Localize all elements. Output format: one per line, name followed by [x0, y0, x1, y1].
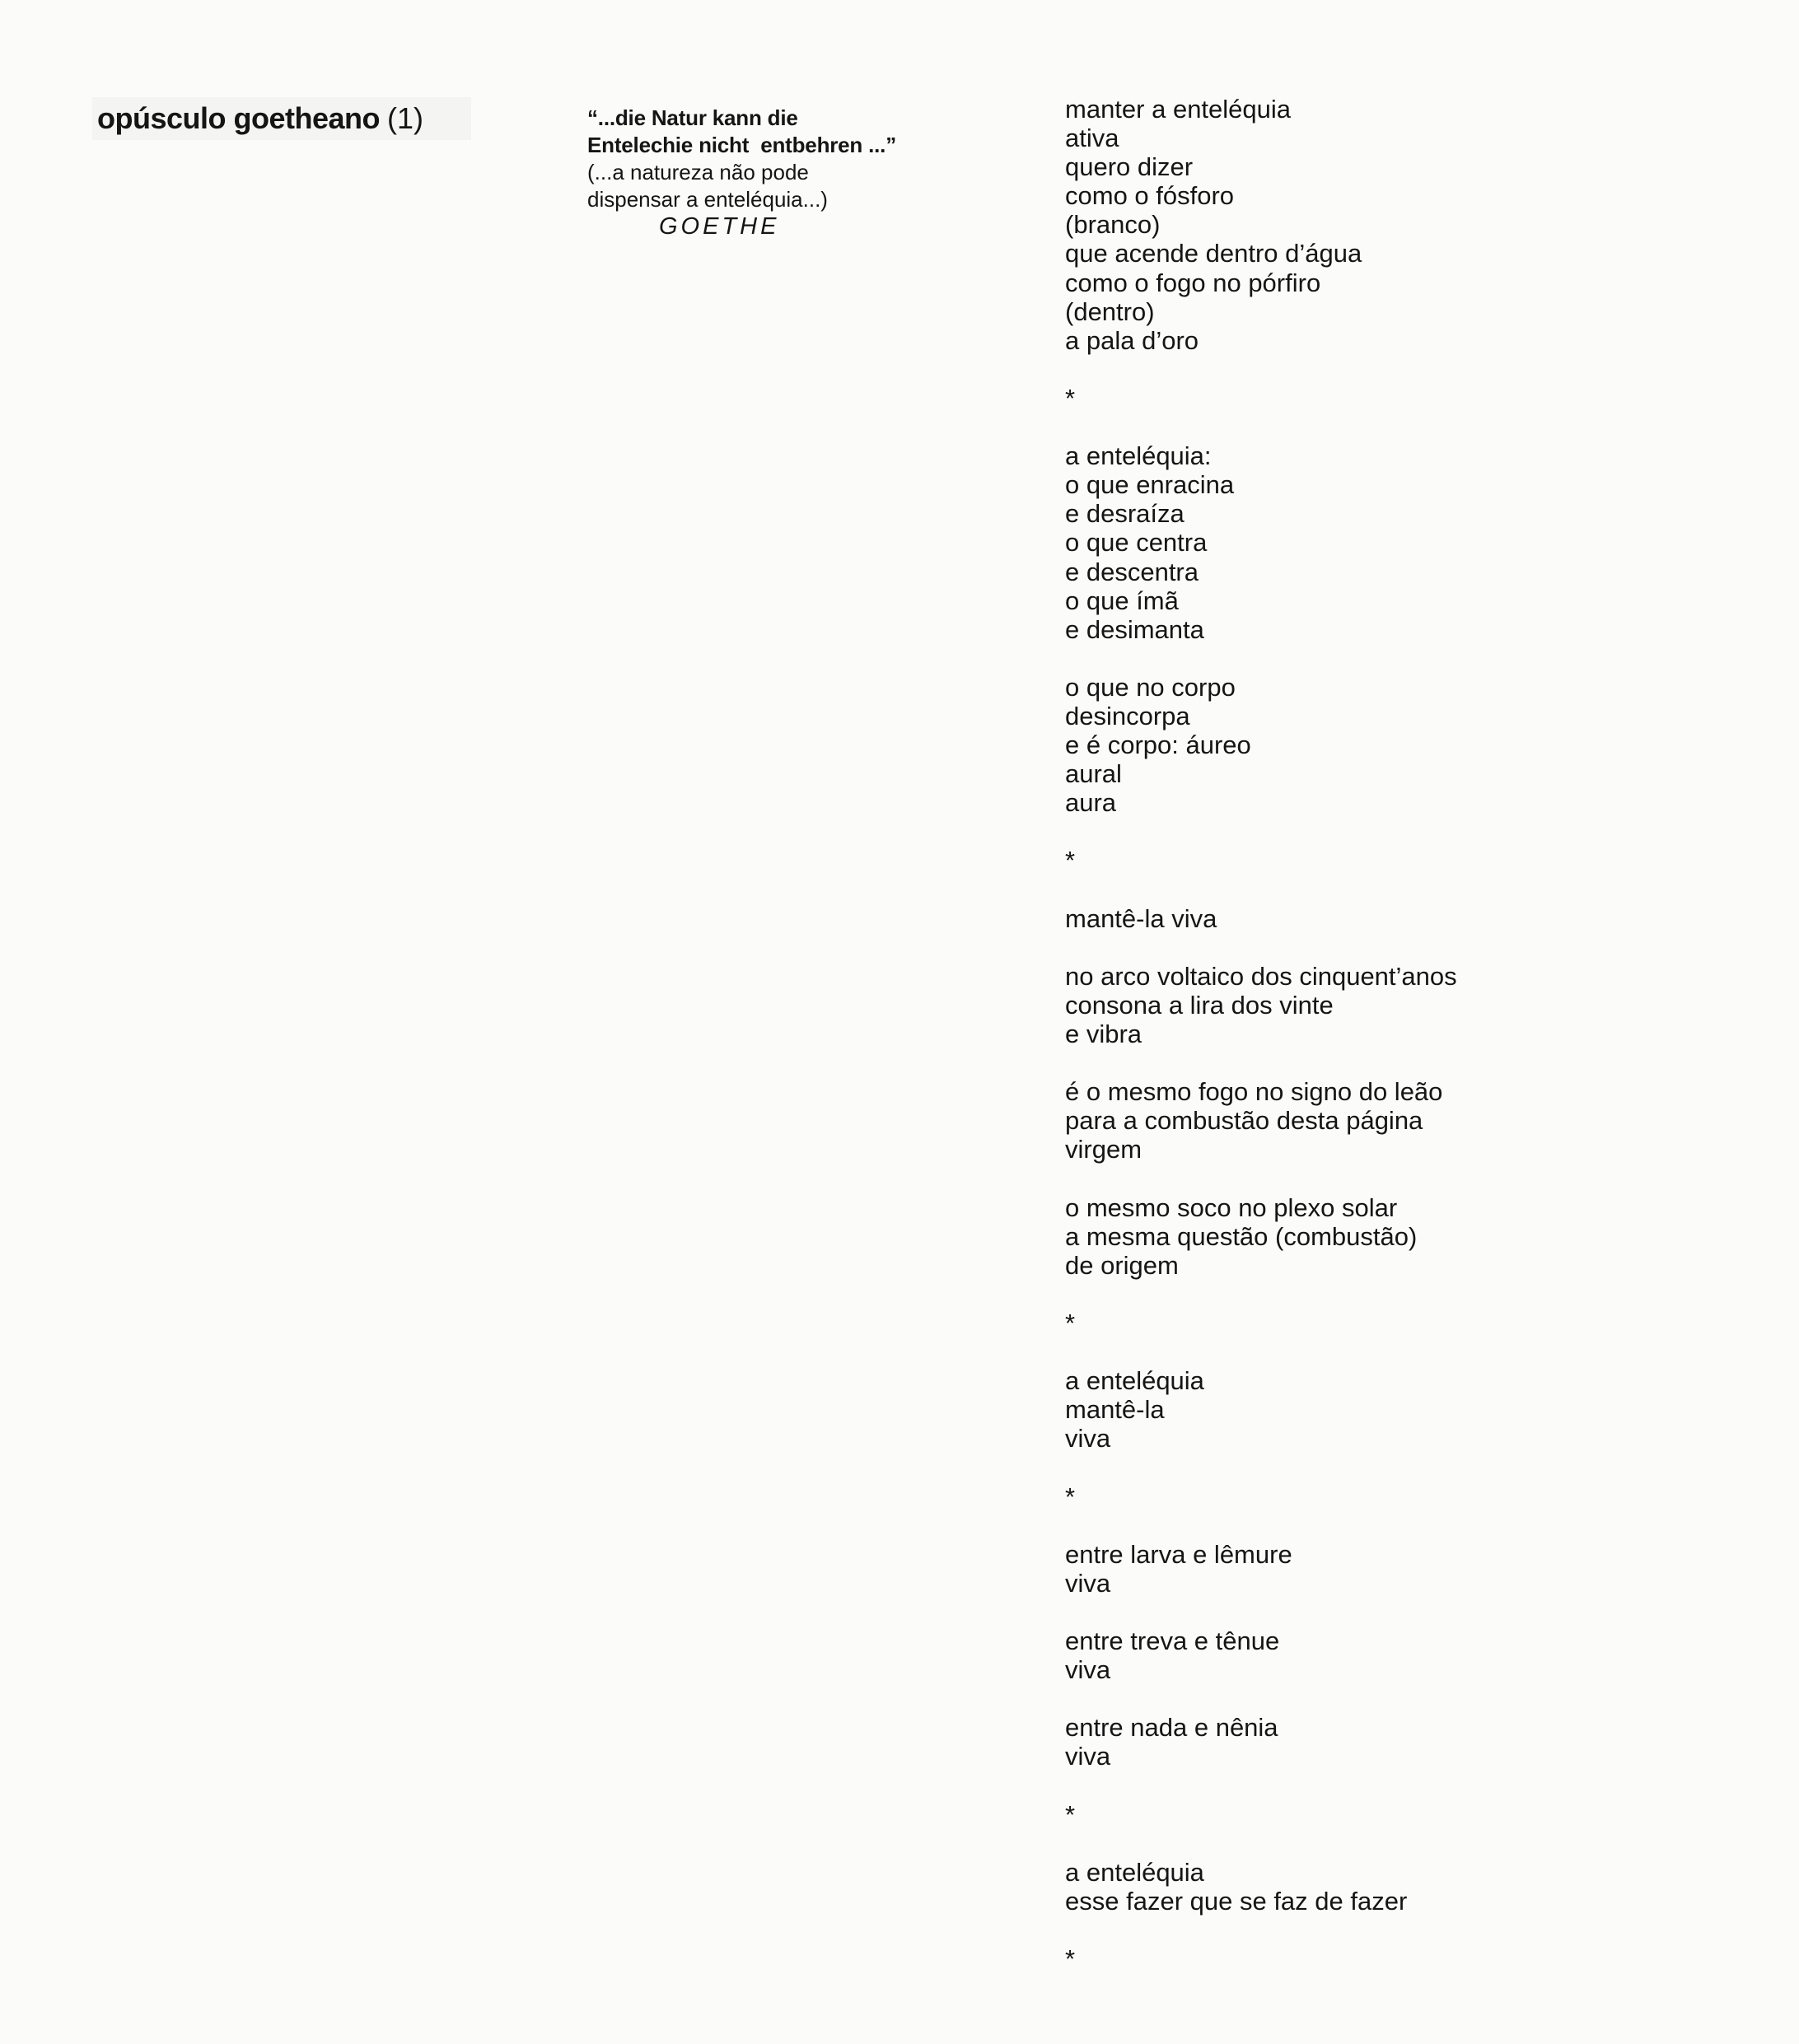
- poem-line: de origem: [1065, 1250, 1179, 1280]
- poem-line: e descentra: [1065, 557, 1199, 586]
- poem-line: [1065, 644, 1457, 673]
- poem-line: *: [1065, 383, 1076, 413]
- poem-line: o mesmo soco no plexo solar: [1065, 1192, 1398, 1222]
- poem-line: a enteléquia: [1065, 1366, 1204, 1396]
- poem-title-number: (1): [387, 101, 424, 135]
- poem-line: *: [1065, 1944, 1076, 1973]
- poem-line: entre larva e lêmure: [1065, 1539, 1292, 1569]
- poem-line: [1065, 1511, 1457, 1540]
- poem-line: *: [1065, 1308, 1076, 1337]
- poem-line: virgem: [1065, 1135, 1142, 1164]
- poem-line: viva: [1065, 1655, 1111, 1685]
- epigraph-line: Entelechie nicht entbehren ...”: [587, 133, 897, 157]
- poem-line: como o fósforo: [1065, 181, 1235, 211]
- poem-line: viva: [1065, 1742, 1111, 1771]
- poem-line: o que centra: [1065, 528, 1208, 558]
- poem-line: [1065, 355, 1457, 384]
- poem-line: aura: [1065, 788, 1117, 818]
- poem-line: desincorpa: [1065, 701, 1190, 730]
- poem-line: e vibra: [1065, 1020, 1142, 1048]
- poem-line: é o mesmo fogo no signo do leão: [1065, 1077, 1443, 1107]
- poem-line: como o fogo no pórfiro: [1065, 268, 1321, 297]
- poem-line: viva: [1065, 1424, 1111, 1454]
- poem-line: entre nada e nênia: [1065, 1713, 1278, 1743]
- epigraph-line: dispensar a enteléquia...): [587, 187, 828, 212]
- poem-line: que acende dentro d’água: [1065, 239, 1362, 268]
- poem-line: manter a enteléquia: [1065, 95, 1292, 124]
- poem-line: [1065, 933, 1457, 962]
- poem-line: [1065, 413, 1457, 441]
- poem-line: esse fazer que se faz de fazer: [1065, 1886, 1408, 1916]
- poem-line: aural: [1065, 759, 1122, 789]
- poem-line: o que enracina: [1065, 470, 1235, 500]
- poem-line: o que ímã: [1065, 586, 1179, 615]
- poem-line: (branco): [1065, 210, 1161, 240]
- poem-line: [1065, 1048, 1457, 1077]
- poem-line: [1065, 1684, 1457, 1713]
- poem-line: viva: [1065, 1568, 1111, 1598]
- poem-line: [1065, 1164, 1457, 1192]
- poem-title: [97, 101, 423, 136]
- epigraph-block: [587, 105, 896, 240]
- poem-line: no arco voltaico dos cinquent’anos: [1065, 961, 1457, 991]
- epigraph-line: “...die Natur kann die: [587, 105, 798, 130]
- poem-line: [1065, 1916, 1457, 1944]
- poem-line: *: [1065, 1482, 1076, 1511]
- poem-line: a enteléquia:: [1065, 441, 1212, 471]
- poem-line: para a combustão desta página: [1065, 1106, 1423, 1136]
- poem-line: [1065, 1771, 1457, 1799]
- poem-line: *: [1065, 1799, 1076, 1829]
- poem-line: a pala d’oro: [1065, 325, 1199, 355]
- poem-line: (dentro): [1065, 296, 1155, 326]
- poem-line: o que no corpo: [1065, 672, 1236, 702]
- poem-line: ativa: [1065, 124, 1119, 153]
- poem-line: a mesma questão (combustão): [1065, 1221, 1418, 1251]
- poem-line: entre treva e tênue: [1065, 1626, 1280, 1655]
- poem-line: e desimanta: [1065, 614, 1204, 644]
- poem-line: [1065, 875, 1457, 904]
- poem-line: mantê-la viva: [1065, 903, 1217, 933]
- poem-line: [1065, 1598, 1457, 1626]
- poem-line: *: [1065, 846, 1076, 875]
- poem-line: a enteléquia: [1065, 1857, 1204, 1887]
- poem-line: [1065, 1280, 1457, 1309]
- poem-line: [1065, 1453, 1457, 1482]
- poem-line: [1065, 1337, 1457, 1366]
- poem-line: e é corpo: áureo: [1065, 730, 1251, 760]
- poem-line: [1065, 817, 1457, 846]
- poem-line: mantê-la: [1065, 1395, 1165, 1425]
- poem-title-text: opúsculo goetheano: [97, 101, 381, 135]
- poem-body: [1065, 95, 1457, 1973]
- epigraph-line: GOETHE: [659, 213, 780, 240]
- poem-line: [1065, 1829, 1457, 1858]
- poem-line: e desraíza: [1065, 499, 1185, 529]
- epigraph-line: (...a natureza não pode: [587, 160, 809, 184]
- poem-line: consona a lira dos vinte: [1065, 990, 1334, 1020]
- poem-line: quero dizer: [1065, 152, 1194, 182]
